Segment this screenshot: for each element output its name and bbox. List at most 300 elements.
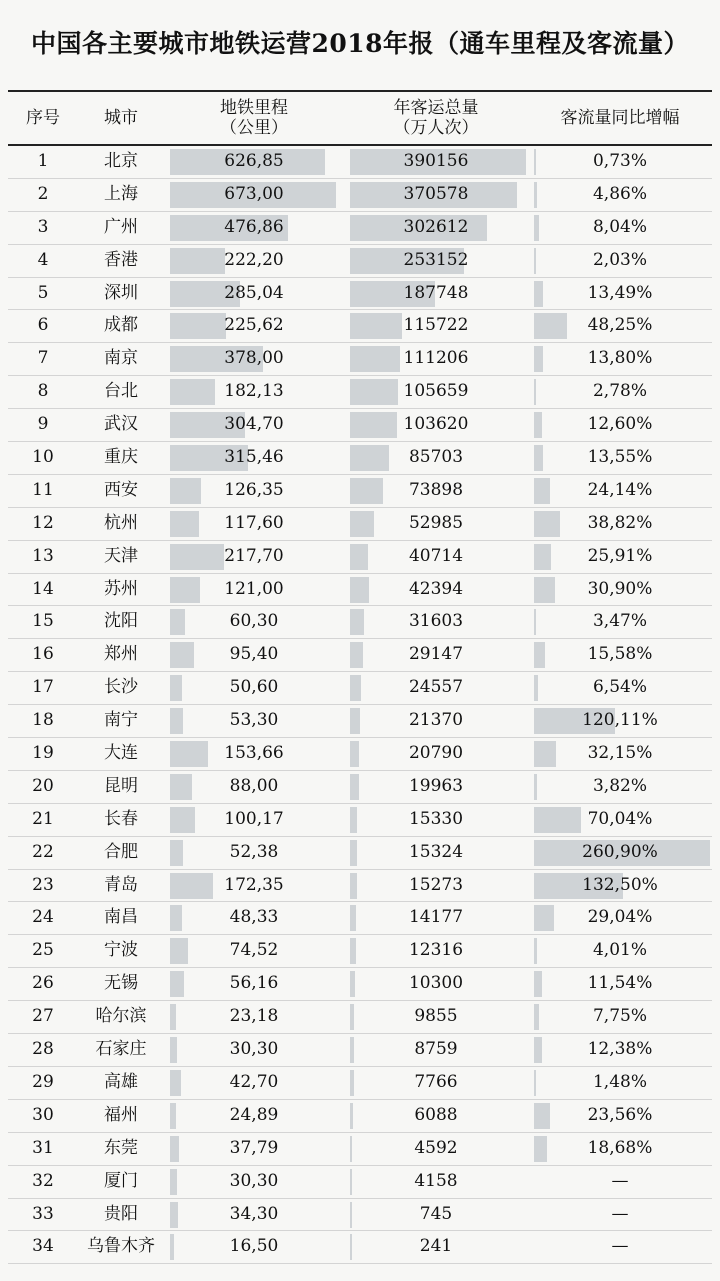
row-growth: 70,04% <box>587 808 653 829</box>
row-passengers-cell <box>344 639 528 671</box>
row-growth-cell <box>528 639 712 671</box>
row-passengers-cell <box>344 705 528 737</box>
row-city: 宁波 <box>104 940 138 961</box>
row-passengers-bar <box>350 1037 354 1063</box>
row-index: 8 <box>37 381 49 402</box>
row-length-bar <box>170 675 182 701</box>
row-length: 117,60 <box>224 512 284 533</box>
table-row <box>8 1231 712 1264</box>
row-passengers-cell <box>344 1133 528 1165</box>
row-index-cell <box>8 1001 78 1033</box>
row-growth-bar <box>534 346 543 372</box>
row-length: 121,00 <box>224 578 284 599</box>
row-city: 东莞 <box>104 1137 138 1158</box>
row-index-cell <box>8 442 78 474</box>
row-growth-bar <box>534 675 538 701</box>
row-length: 23,18 <box>229 1006 279 1027</box>
row-city-cell <box>78 1100 164 1132</box>
row-passengers-cell <box>344 837 528 869</box>
row-city-cell <box>78 212 164 244</box>
row-length-bar <box>170 609 185 635</box>
row-growth: 23,56% <box>587 1104 653 1125</box>
row-city: 福州 <box>104 1104 138 1125</box>
row-growth-cell <box>528 1067 712 1099</box>
row-city: 乌鲁木齐 <box>87 1236 155 1257</box>
row-index-cell <box>8 738 78 770</box>
row-length-bar <box>170 478 201 504</box>
row-growth-bar <box>534 248 536 274</box>
row-passengers-bar <box>350 445 389 471</box>
row-passengers-cell <box>344 541 528 573</box>
row-city-cell <box>78 1034 164 1066</box>
row-passengers-bar <box>350 1202 352 1228</box>
table-row <box>8 1067 712 1100</box>
row-passengers-cell <box>344 475 528 507</box>
row-growth-bar <box>534 281 543 307</box>
row-passengers: 187748 <box>403 282 469 303</box>
row-length: 60,30 <box>229 611 279 632</box>
row-passengers-cell <box>344 442 528 474</box>
row-city: 深圳 <box>104 282 138 303</box>
row-length-cell <box>164 672 344 704</box>
row-growth-bar <box>534 1103 550 1129</box>
row-passengers: 15324 <box>408 841 464 862</box>
row-city: 成都 <box>104 315 138 336</box>
table-row <box>8 902 712 935</box>
row-city: 香港 <box>104 249 138 270</box>
row-length: 88,00 <box>229 775 279 796</box>
row-length-bar <box>170 248 225 274</box>
row-length-cell <box>164 1034 344 1066</box>
row-index: 33 <box>32 1203 54 1224</box>
row-index-cell <box>8 804 78 836</box>
row-passengers: 12316 <box>408 940 464 961</box>
row-city-cell <box>78 343 164 375</box>
row-passengers-cell <box>344 278 528 310</box>
row-city-cell <box>78 639 164 671</box>
row-passengers-bar <box>350 741 359 767</box>
row-growth-bar <box>534 149 536 175</box>
row-city: 天津 <box>104 545 138 566</box>
row-city-cell <box>78 1001 164 1033</box>
row-city-cell <box>78 541 164 573</box>
row-growth-cell <box>528 212 712 244</box>
row-passengers-bar <box>350 577 369 603</box>
row-index: 22 <box>32 841 54 862</box>
row-passengers: 6088 <box>414 1104 458 1125</box>
row-length: 53,30 <box>229 710 279 731</box>
row-length: 52,38 <box>229 841 279 862</box>
row-city: 郑州 <box>104 644 138 665</box>
row-city: 无锡 <box>104 973 138 994</box>
row-growth-cell <box>528 310 712 342</box>
row-length-cell <box>164 968 344 1000</box>
row-length-cell <box>164 442 344 474</box>
row-index: 19 <box>32 743 54 764</box>
row-growth-bar <box>534 1004 539 1030</box>
row-index: 12 <box>32 512 54 533</box>
row-growth: — <box>611 1236 629 1257</box>
row-index: 10 <box>32 447 54 468</box>
row-city: 青岛 <box>104 874 138 895</box>
row-growth-cell <box>528 1231 712 1263</box>
row-city: 西安 <box>104 479 138 500</box>
row-index: 18 <box>32 710 54 731</box>
row-city: 南京 <box>104 348 138 369</box>
table-row <box>8 1133 712 1166</box>
row-length: 626,85 <box>224 151 284 171</box>
row-growth-bar <box>534 445 543 471</box>
row-passengers: 241 <box>419 1236 453 1257</box>
row-length-cell <box>164 902 344 934</box>
row-growth-bar <box>534 313 567 339</box>
row-passengers-cell <box>344 1199 528 1231</box>
row-length: 222,20 <box>224 249 284 270</box>
row-index-cell <box>8 508 78 540</box>
row-index: 17 <box>32 677 54 698</box>
row-passengers-cell <box>344 1067 528 1099</box>
header-index: 序号 <box>26 108 60 128</box>
row-growth-cell <box>528 804 712 836</box>
row-passengers-cell <box>344 508 528 540</box>
table-header <box>8 90 712 146</box>
row-length-bar <box>170 873 213 899</box>
row-length-bar <box>170 1004 176 1030</box>
row-passengers-bar <box>350 1234 352 1260</box>
row-length-bar <box>170 1070 181 1096</box>
row-length-bar <box>170 938 188 964</box>
row-length-bar <box>170 774 192 800</box>
table-row <box>8 606 712 639</box>
row-growth-bar <box>534 577 555 603</box>
row-city-cell <box>78 1199 164 1231</box>
row-index-cell <box>8 146 78 178</box>
row-passengers-cell <box>344 902 528 934</box>
row-length-cell <box>164 1067 344 1099</box>
row-index: 28 <box>32 1039 54 1060</box>
table-row <box>8 508 712 541</box>
row-index: 26 <box>32 973 54 994</box>
row-city-cell <box>78 146 164 178</box>
row-growth-bar <box>534 379 536 405</box>
row-city-cell <box>78 508 164 540</box>
row-growth: 4,01% <box>592 940 647 961</box>
row-length-cell <box>164 212 344 244</box>
row-passengers: 103620 <box>403 414 469 435</box>
row-growth: 13,49% <box>587 282 653 303</box>
table-row <box>8 310 712 343</box>
row-passengers-cell <box>344 574 528 606</box>
row-growth-bar <box>534 1136 547 1162</box>
row-passengers-bar <box>350 1070 354 1096</box>
row-passengers-cell <box>344 606 528 638</box>
row-passengers-bar <box>350 1004 354 1030</box>
row-city: 北京 <box>104 151 138 171</box>
row-length-cell <box>164 409 344 441</box>
row-growth-cell <box>528 409 712 441</box>
row-passengers-cell <box>344 968 528 1000</box>
row-growth-bar <box>534 971 542 997</box>
row-passengers: 7766 <box>414 1071 458 1092</box>
row-passengers-cell <box>344 672 528 704</box>
row-growth-bar <box>534 544 551 570</box>
row-growth: 132,50% <box>582 874 658 895</box>
row-growth-cell <box>528 541 712 573</box>
row-index-cell <box>8 541 78 573</box>
row-index: 6 <box>37 315 49 336</box>
row-length-cell <box>164 1166 344 1198</box>
header-passengers <box>344 92 528 144</box>
row-city-cell <box>78 771 164 803</box>
row-passengers: 42394 <box>408 578 464 599</box>
row-index: 5 <box>37 282 49 303</box>
row-growth-bar <box>534 182 537 208</box>
row-city-cell <box>78 606 164 638</box>
row-city: 台北 <box>104 381 138 402</box>
row-growth-cell <box>528 968 712 1000</box>
row-city-cell <box>78 409 164 441</box>
table-row <box>8 672 712 705</box>
row-passengers-cell <box>344 804 528 836</box>
row-length: 48,33 <box>229 907 279 928</box>
row-city: 长春 <box>104 808 138 829</box>
row-passengers-bar <box>350 971 355 997</box>
row-length-cell <box>164 475 344 507</box>
row-growth: 3,47% <box>592 611 647 632</box>
row-growth-bar <box>534 905 554 931</box>
row-length-cell <box>164 738 344 770</box>
row-index-cell <box>8 902 78 934</box>
row-growth-cell <box>528 1199 712 1231</box>
table-row <box>8 738 712 771</box>
row-growth-cell <box>528 278 712 310</box>
row-city: 沈阳 <box>104 611 138 632</box>
table-row <box>8 837 712 870</box>
row-length: 50,60 <box>229 677 279 698</box>
row-length-bar <box>170 577 200 603</box>
row-index-cell <box>8 1199 78 1231</box>
header-passengers-line2: （万人次） <box>393 118 479 138</box>
row-city-cell <box>78 278 164 310</box>
row-passengers-cell <box>344 146 528 178</box>
table-row <box>8 870 712 903</box>
table-row <box>8 935 712 968</box>
row-passengers: 745 <box>419 1203 453 1224</box>
row-passengers-bar <box>350 1103 353 1129</box>
row-passengers-bar <box>350 609 364 635</box>
row-growth: — <box>611 1203 629 1224</box>
row-passengers-bar <box>350 905 356 931</box>
table-row <box>8 705 712 738</box>
row-passengers-cell <box>344 935 528 967</box>
row-index-cell <box>8 343 78 375</box>
row-index: 20 <box>32 775 54 796</box>
row-length: 476,86 <box>224 216 284 237</box>
row-length-bar <box>170 1103 176 1129</box>
row-growth-cell <box>528 738 712 770</box>
row-passengers: 20790 <box>408 743 464 764</box>
row-length: 315,46 <box>224 447 284 468</box>
table-row <box>8 212 712 245</box>
row-city: 南昌 <box>104 907 138 928</box>
row-city: 昆明 <box>104 775 138 796</box>
row-city-cell <box>78 870 164 902</box>
row-length-bar <box>170 511 199 537</box>
row-index-cell <box>8 310 78 342</box>
row-length: 285,04 <box>224 282 284 303</box>
row-length: 172,35 <box>224 874 284 895</box>
row-length-bar <box>170 1234 174 1260</box>
row-growth-cell <box>528 245 712 277</box>
row-city-cell <box>78 935 164 967</box>
row-growth: 48,25% <box>587 315 653 336</box>
row-passengers-cell <box>344 1001 528 1033</box>
table-row <box>8 574 712 607</box>
row-passengers: 29147 <box>408 644 464 665</box>
table-row <box>8 804 712 837</box>
header-length-line1: 地铁里程 <box>220 98 288 118</box>
row-city: 苏州 <box>104 578 138 599</box>
table-row <box>8 639 712 672</box>
row-passengers: 73898 <box>408 479 464 500</box>
row-length-cell <box>164 1100 344 1132</box>
row-length-cell <box>164 705 344 737</box>
row-growth: 38,82% <box>587 512 653 533</box>
row-passengers-cell <box>344 771 528 803</box>
row-growth: 11,54% <box>587 973 653 994</box>
row-city-cell <box>78 475 164 507</box>
row-index-cell <box>8 771 78 803</box>
row-index-cell <box>8 606 78 638</box>
row-growth-bar <box>534 609 536 635</box>
row-length-bar <box>170 313 226 339</box>
row-index-cell <box>8 376 78 408</box>
row-city-cell <box>78 705 164 737</box>
row-length-cell <box>164 278 344 310</box>
row-passengers-bar <box>350 346 400 372</box>
header-passengers-line1: 年客运总量 <box>393 98 479 118</box>
row-index: 23 <box>32 874 54 895</box>
row-index: 21 <box>32 808 54 829</box>
row-growth-cell <box>528 837 712 869</box>
row-length-cell <box>164 146 344 178</box>
row-passengers-bar <box>350 412 397 438</box>
row-length: 378,00 <box>224 348 284 369</box>
row-passengers-cell <box>344 1034 528 1066</box>
row-index: 30 <box>32 1104 54 1125</box>
row-length-bar <box>170 807 195 833</box>
row-index: 11 <box>32 479 54 500</box>
header-growth: 客流量同比增幅 <box>560 108 680 128</box>
row-passengers: 4158 <box>414 1170 458 1191</box>
row-length-bar <box>170 971 184 997</box>
row-length-cell <box>164 804 344 836</box>
row-length-bar <box>170 544 224 570</box>
row-length-cell <box>164 870 344 902</box>
row-index: 32 <box>32 1170 54 1191</box>
row-growth-bar <box>534 1070 536 1096</box>
row-length-bar <box>170 1202 178 1228</box>
row-length: 182,13 <box>224 381 284 402</box>
table-row <box>8 442 712 475</box>
row-index: 9 <box>37 414 49 435</box>
row-index-cell <box>8 672 78 704</box>
row-length: 42,70 <box>229 1071 279 1092</box>
row-growth-cell <box>528 705 712 737</box>
row-passengers: 10300 <box>408 973 464 994</box>
row-growth-cell <box>528 606 712 638</box>
row-passengers: 14177 <box>408 907 464 928</box>
row-passengers-cell <box>344 245 528 277</box>
row-passengers: 370578 <box>403 183 469 204</box>
row-growth: 24,14% <box>587 479 653 500</box>
table-row <box>8 1100 712 1133</box>
row-growth-bar <box>534 215 539 241</box>
row-city-cell <box>78 804 164 836</box>
row-passengers-cell <box>344 376 528 408</box>
row-city: 大连 <box>104 743 138 764</box>
row-length: 56,16 <box>229 973 279 994</box>
row-length-cell <box>164 541 344 573</box>
row-city-cell <box>78 376 164 408</box>
row-passengers-cell <box>344 1100 528 1132</box>
row-city: 石家庄 <box>95 1039 147 1060</box>
row-index: 13 <box>32 545 54 566</box>
row-length-cell <box>164 376 344 408</box>
row-growth: 2,03% <box>592 249 647 270</box>
row-city-cell <box>78 310 164 342</box>
table-row <box>8 1166 712 1199</box>
row-length-cell <box>164 771 344 803</box>
row-passengers-cell <box>344 409 528 441</box>
row-passengers: 105659 <box>403 381 469 402</box>
table-row <box>8 179 712 212</box>
row-passengers-bar <box>350 840 357 866</box>
row-passengers-cell <box>344 1231 528 1263</box>
row-length-cell <box>164 1199 344 1231</box>
row-growth: 6,54% <box>592 677 647 698</box>
row-passengers-cell <box>344 870 528 902</box>
row-growth-bar <box>534 511 560 537</box>
row-passengers-bar <box>350 544 368 570</box>
metro-table <box>8 90 712 1264</box>
row-city: 南宁 <box>104 710 138 731</box>
row-length-cell <box>164 1001 344 1033</box>
row-length-bar <box>170 642 194 668</box>
row-city: 贵阳 <box>104 1203 138 1224</box>
row-index-cell <box>8 1034 78 1066</box>
row-growth-cell <box>528 771 712 803</box>
row-city-cell <box>78 837 164 869</box>
row-growth-cell <box>528 902 712 934</box>
row-index-cell <box>8 212 78 244</box>
row-growth-cell <box>528 343 712 375</box>
row-growth-cell <box>528 508 712 540</box>
table-row <box>8 409 712 442</box>
row-passengers: 115722 <box>403 315 469 336</box>
row-length-bar <box>170 1136 179 1162</box>
row-length: 74,52 <box>229 940 279 961</box>
header-city: 城市 <box>104 108 138 128</box>
table-row <box>8 343 712 376</box>
table-row <box>8 475 712 508</box>
row-length: 37,79 <box>229 1137 279 1158</box>
row-passengers-cell <box>344 212 528 244</box>
row-growth: 32,15% <box>587 743 653 764</box>
row-city-cell <box>78 245 164 277</box>
row-passengers-bar <box>350 774 359 800</box>
row-growth: 18,68% <box>587 1137 653 1158</box>
